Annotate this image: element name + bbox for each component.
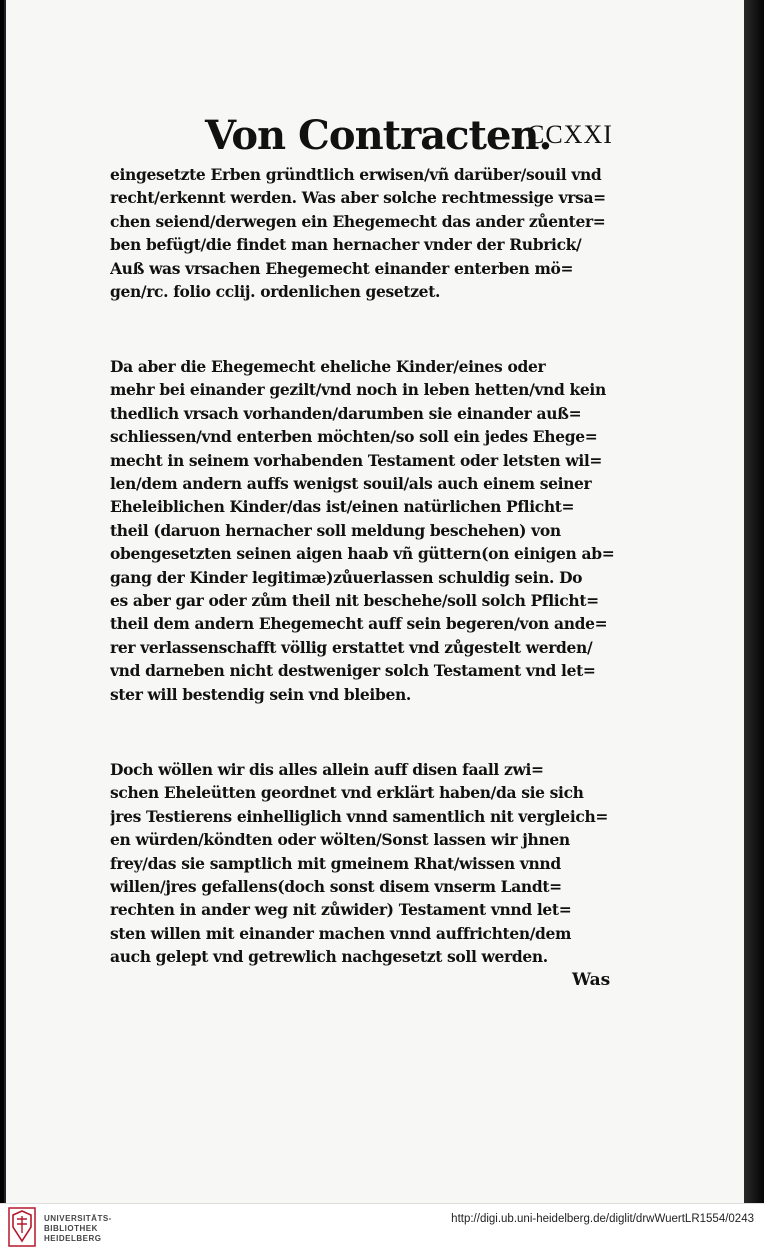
- text-line: recht/erkennt werden. Was aber solche rechtmessige vrsa=: [110, 188, 606, 208]
- text-line: thedlich vrsach vorhanden/darumben sie einander auß=: [110, 403, 582, 423]
- text-line: en würden/köndten oder wölten/Sonst lassen wir jhnen: [110, 830, 570, 850]
- institution-name: [44, 1214, 112, 1244]
- text-line: Da aber die Ehegemecht eheliche Kinder/eines oder: [110, 357, 546, 376]
- viewer-footer: [0, 1203, 764, 1259]
- text-line: chen seiend/derwegen ein Ehegemecht das ander zůenter=: [110, 211, 606, 231]
- institution-line: UNIVERSITÄTS-: [44, 1214, 112, 1223]
- text-line: schen Eheleütten geordnet vnd erklärt haben/da sie sich: [110, 783, 584, 803]
- text-line: Doch wöllen wir dis alles allein auff disen faall zwi=: [110, 760, 544, 779]
- text-line: eingesetzte Erben gründtlich erwisen/vñ darüber/souil vnd: [110, 165, 602, 184]
- text-line: Eheleiblichen Kinder/das ist/einen natürlichen Pflicht=: [110, 497, 575, 517]
- text-line: ben befügt/die findet man hernacher vnder der Rubrick/: [110, 235, 582, 255]
- catchword: Was: [572, 970, 611, 990]
- text-line: obengesetzten seinen aigen haab vñ güttern(on einigen ab=: [110, 544, 615, 564]
- text-line: gang der Kinder legitimæ)zůuerlassen schuldig sein. Do: [110, 567, 583, 587]
- text-line: gen/rc. folio cclij. ordenlichen gesetzet.: [110, 282, 441, 302]
- text-line: theil (daruon hernacher soll meldung beschehen) von: [110, 520, 561, 540]
- text-line: sten willen mit einander machen vnnd auffrichten/dem: [110, 923, 572, 943]
- folio-number: CCXXI: [527, 120, 613, 149]
- paragraph-1: [110, 163, 622, 303]
- text-line: Auß was vrsachen Ehegemecht einander enterben mö=: [110, 258, 574, 278]
- text-line: willen/jres gefallens(doch sonst disem vnserm Landt=: [110, 877, 562, 897]
- text-line: mecht in seinem vorhabenden Testament oder letsten wil=: [110, 450, 603, 470]
- text-line: es aber gar oder zům theil nit beschehe/soll solch Pflicht=: [110, 591, 599, 611]
- text-line: theil dem andern Ehegemecht auff sein begeren/von ande=: [110, 614, 608, 634]
- institution-line: HEIDELBERG: [44, 1234, 102, 1243]
- text-line: vnd darneben nicht destweniger solch Testament vnd let=: [110, 661, 596, 681]
- text-line: rechten in ander weg nit zůwider) Testament vnnd let=: [110, 900, 572, 920]
- text-line: schliessen/vnd enterben möchten/so soll ein jedes Ehege=: [110, 427, 598, 447]
- running-title: Von Contracten.: [205, 112, 552, 159]
- text-line: jres Testierens einhelliglich vnnd samentlich nit vergleich=: [110, 806, 609, 826]
- text-line: frey/das sie samptlich mit gmeinem Rhat/wissen vnnd: [110, 853, 561, 873]
- text-line: rer verlassenschafft völlig erstattet vnd zůgestelt werden/: [110, 637, 593, 657]
- permalink-url[interactable]: http://digi.ub.uni-heidelberg.de/diglit/drwWuertLR1554/0243: [451, 1213, 754, 1225]
- institution-line: BIBLIOTHEK: [44, 1224, 98, 1233]
- text-line: mehr bei einander gezilt/vnd noch in leben hetten/vnd kein: [110, 380, 606, 400]
- university-seal-icon: [8, 1207, 36, 1247]
- text-line: len/dem andern auffs wenigst souil/als auch einem seiner: [110, 474, 592, 494]
- text-line: ster will bestendig sein vnd bleiben.: [110, 684, 411, 704]
- paragraph-2: [110, 355, 622, 706]
- paragraph-3: [110, 758, 622, 969]
- text-line: auch gelept vnd getrewlich nachgesetzt soll werden.: [110, 947, 548, 967]
